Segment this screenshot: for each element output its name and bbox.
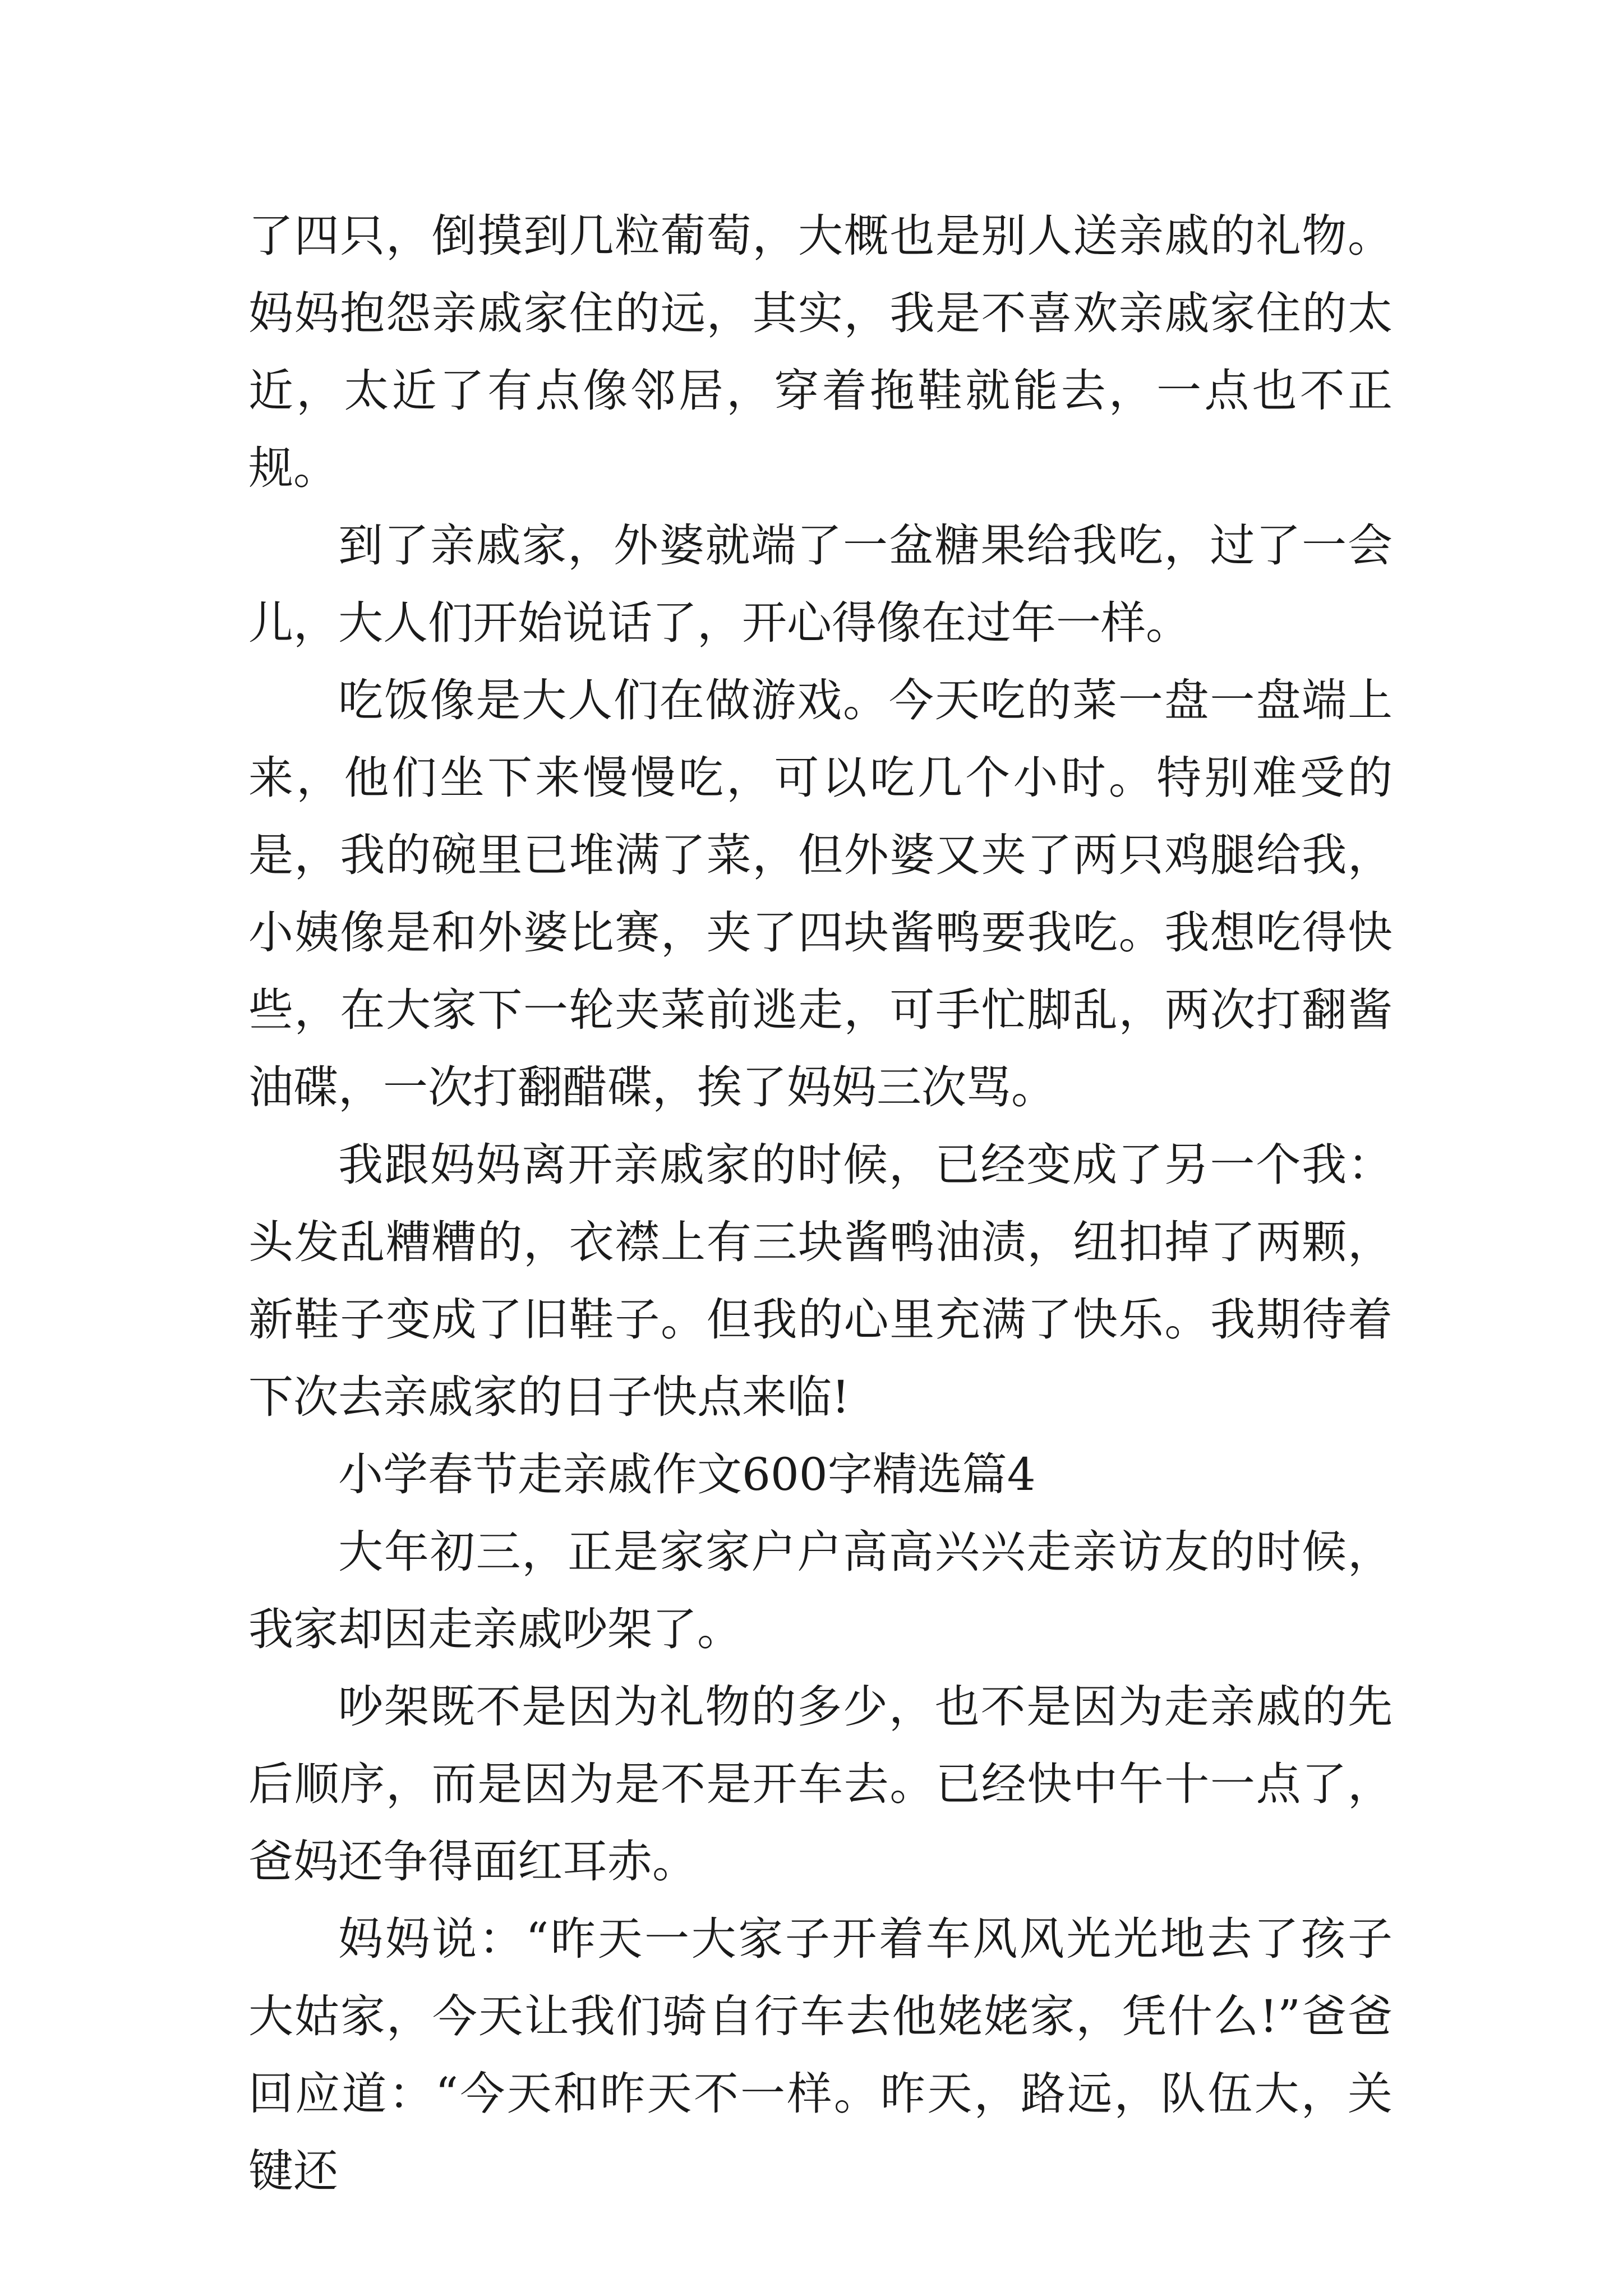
paragraph-quarrel-reason: 吵架既不是因为礼物的多少，也不是因为走亲戚的先后顺序，而是因为是不是开车去。已经快中午十一点了，爸妈还争得面红耳赤。 — [248, 1681, 1393, 1888]
paragraph-new-year-day3: 大年初三，正是家家户户高高兴兴走亲访友的时候，我家却因走亲戚吵架了。 — [248, 1526, 1393, 1655]
section-heading: 小学春节走亲戚作文600字精选篇4 — [338, 1448, 1036, 1501]
paragraph-arrival: 到了亲戚家，外婆就端了一盆糖果给我吃，过了一会儿，大人们开始说话了，开心得像在过年一样。 — [248, 519, 1393, 649]
paragraph-leaving: 我跟妈妈离开亲戚家的时候，已经变成了另一个我：头发乱糟糟的，衣襟上有三块酱鸭油渍，纽扣掉了两颗，新鞋子变成了旧鞋子。但我的心里充满了快乐。我期待着下次去亲戚家的日子快点来临! — [248, 1139, 1393, 1423]
paragraph-dinner: 吃饭像是大人们在做游戏。今天吃的菜一盘一盘端上来，他们坐下来慢慢吃，可以吃几个小时。特别难受的是，我的碗里已堆满了菜，但外婆又夹了两只鸡腿给我，小姨像是和外婆比赛，夹了四块酱鸭要我吃。我想吃得快些，在大家下一轮夹菜前逃走，可手忙脚乱，两次打翻酱油碟，一次打翻醋碟，挨了妈妈三次骂。 — [248, 674, 1393, 1114]
paragraph-dialogue: 妈妈说：“昨天一大家子开着车风风光光地去了孩子大姑家，今天让我们骑自行车去他姥姥家，凭什么!”爸爸回应道：“今天和昨天不一样。昨天，路远，队伍大，关键还 — [248, 1913, 1393, 2197]
paragraph-continued: 了四只，倒摸到几粒葡萄，大概也是别人送亲戚的礼物。妈妈抱怨亲戚家住的远，其实，我是不喜欢亲戚家住的太近，太近了有点像邻居，穿着拖鞋就能去，一点也不正规。 — [248, 210, 1393, 494]
document-body — [248, 197, 1393, 2210]
